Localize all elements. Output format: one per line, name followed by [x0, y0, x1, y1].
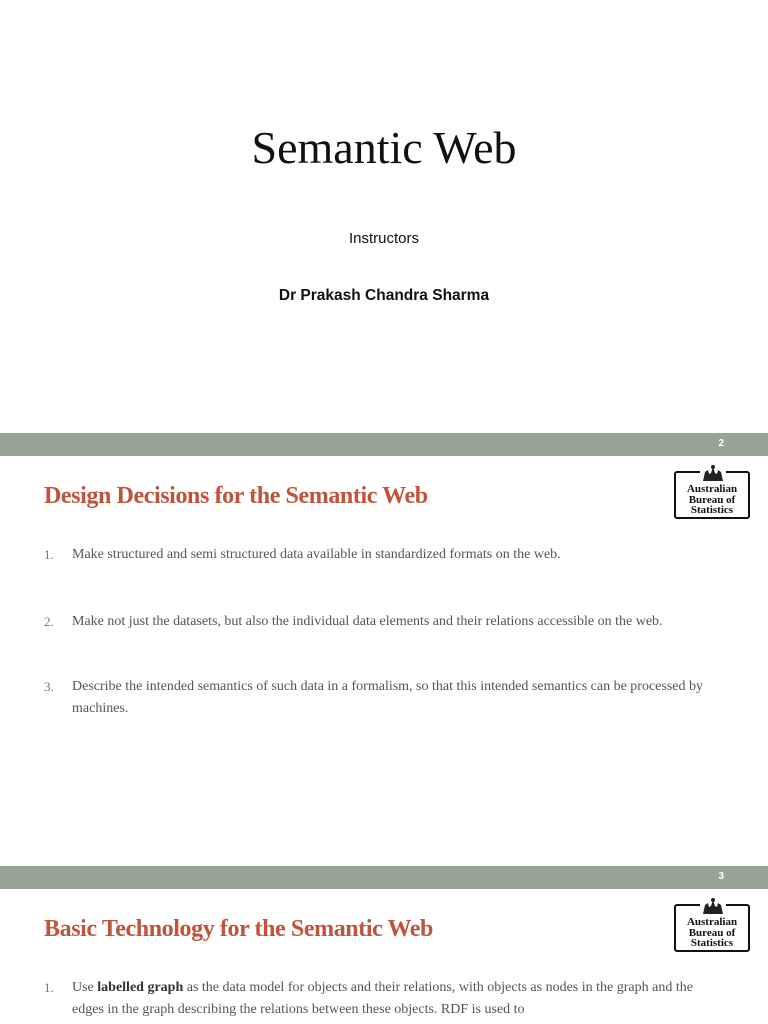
slide-number: 2: [718, 438, 724, 449]
instructor-name: Dr Prakash Chandra Sharma: [278, 287, 490, 304]
slide-basic-technology: [0, 866, 768, 1024]
bold-term: labelled graph: [97, 980, 184, 995]
slide-title: Design Decisions for the Semantic Web: [44, 483, 428, 509]
logo-text: Australian Bureau of Statistics: [686, 916, 738, 949]
coat-of-arms-icon: [700, 897, 726, 915]
slide-design-decisions: [0, 433, 768, 866]
slide-header-bar: [0, 433, 768, 456]
technology-list: [44, 977, 724, 1021]
presentation-title: Semantic Web: [251, 122, 517, 173]
logo-text: Australian Bureau of Statistics: [686, 483, 738, 516]
list-item: 2. Make not just the datasets, but also the individual data elements and their relations accessible on the web.: [44, 614, 663, 629]
list-item: 1. Make structured and semi structured data available in standardized formats on the web.: [44, 547, 561, 562]
abs-logo: [674, 471, 750, 519]
instructors-label: Instructors: [348, 230, 420, 247]
slide-title: Basic Technology for the Semantic Web: [44, 916, 434, 942]
abs-logo: [674, 904, 750, 952]
list-item: 1. Use labelled graph as the data model for objects and their relations, with objects as nodes in the graph and the edges in the graph describing the relations between these objects. RDF is used to: [44, 980, 693, 1017]
slide-number: 3: [718, 871, 724, 882]
decision-list: [44, 544, 724, 720]
title-slide: [0, 0, 768, 433]
coat-of-arms-icon: [700, 464, 726, 482]
slide-header-bar: [0, 866, 768, 889]
list-item: 3. Describe the intended semantics of such data in a formalism, so that this intended semantics can be processed by machines.: [44, 679, 703, 716]
